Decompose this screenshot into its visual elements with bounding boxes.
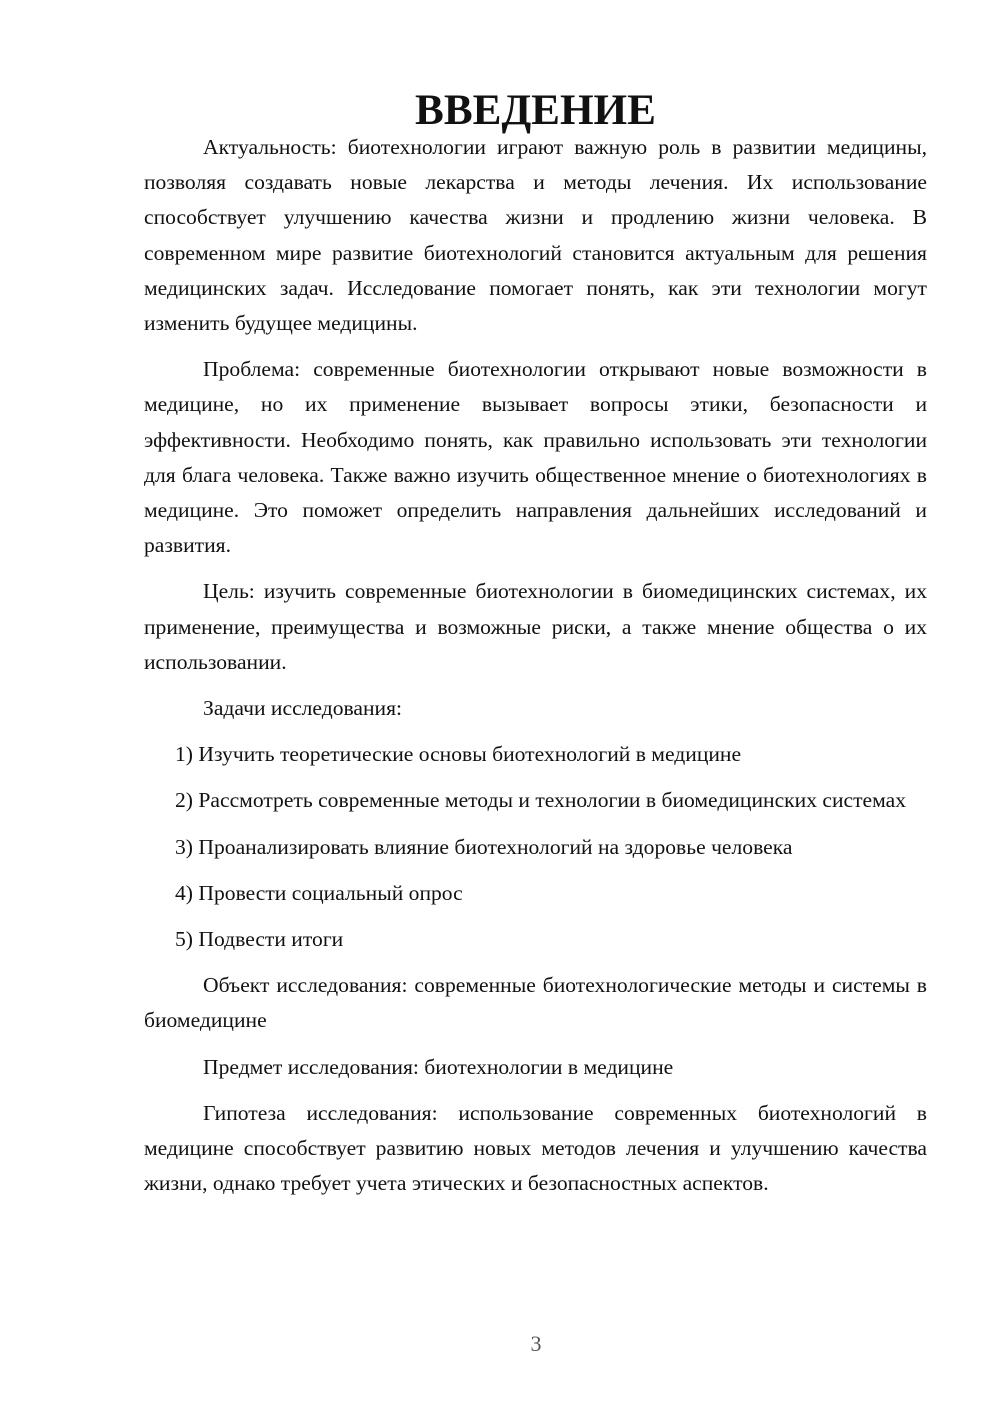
goal-paragraph: Цель: изучить современные биотехнологии в биомедицинских системах, их применение, преимущества и возможные риски, а также мнение общества о их использовании. — [144, 579, 927, 674]
subject-paragraph: Предмет исследования: биотехнологии в медицине — [203, 1054, 674, 1079]
relevance-paragraph: Актуальность: биотехнологии играют важную роль в развитии медицины, позволяя создавать новые лекарства и методы лечения. Их использование способствует улучшению качества жизни и продлению жизни человека. В современном мире развитие биотехнологий становится актуальным для решения медицинских задач. Исследование помогает понять, как эти технологии могут изменить будущее медицины. — [144, 135, 927, 336]
task-item: 5) Подвести итоги — [175, 927, 344, 952]
hypothesis-paragraph: Гипотеза исследования: использование современных биотехнологий в медицине способствует развитию новых методов лечения и улучшению качества жизни, однако требует учета этических и безопасностных аспектов. — [144, 1100, 927, 1196]
task-item: 3) Проанализировать влияние биотехнологий на здоровье человека — [175, 834, 793, 859]
object-paragraph: Объект исследования: современные биотехнологические методы и системы в биомедицине — [144, 973, 927, 1033]
tasks-heading: Задачи исследования: — [203, 696, 403, 721]
task-item: 2) Рассмотреть современные методы и технологии в биомедицинских системах — [175, 788, 907, 813]
page-number: 3 — [530, 1331, 542, 1356]
page-title: ВВЕДЕНИЕ — [415, 87, 656, 134]
task-item: 4) Провести социальный опрос — [175, 880, 463, 905]
task-item: 1) Изучить теоретические основы биотехнологий в медицине — [175, 742, 742, 767]
problem-paragraph: Проблема: современные биотехнологии открывают новые возможности в медицине, но их применение вызывает вопросы этики, безопасности и эффективности. Необходимо понять, как правильно использовать эти технологии для блага человека. Также важно изучить общественное мнение о биотехнологиях в медицине. Это поможет определить направления дальнейших исследований и развития. — [144, 357, 927, 558]
page-content — [144, 87, 927, 1201]
